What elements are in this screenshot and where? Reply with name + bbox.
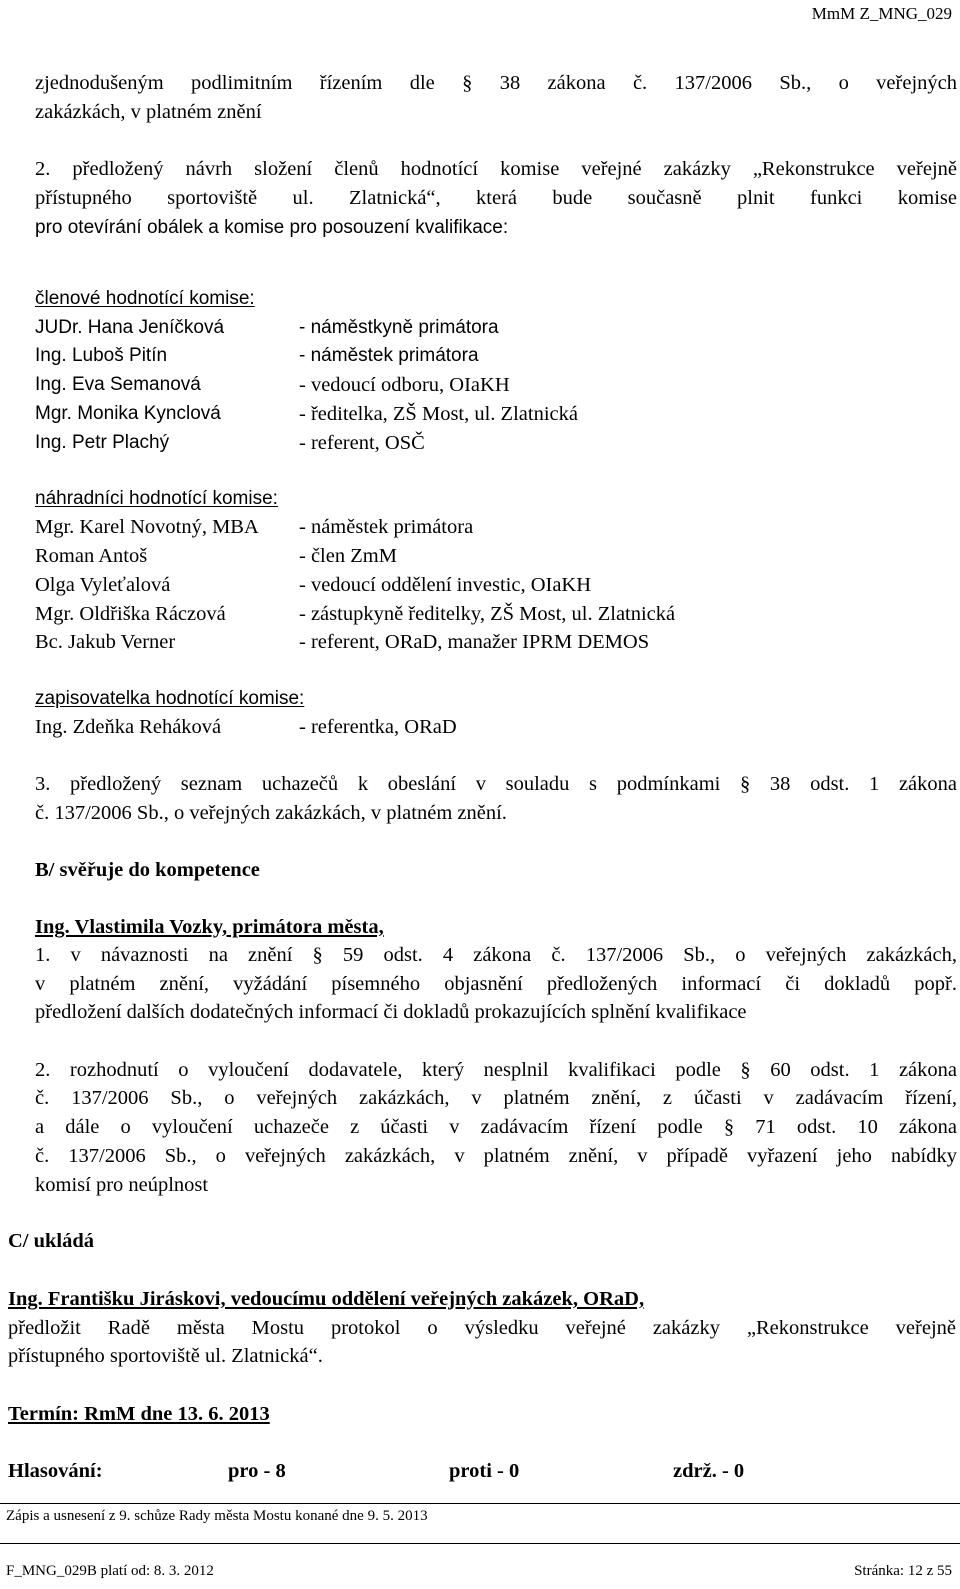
item2-line-3: pro otevírání obálek a komise pro posouzení kvalifikace: xyxy=(35,217,509,238)
substitute-role: - zástupkyně ředitelky, ZŠ Most, ul. Zlatnická xyxy=(299,603,676,625)
substitute-role: - člen ZmM xyxy=(299,545,397,567)
c-line-2: přístupného sportoviště ul. Zlatnická“. xyxy=(8,1345,323,1367)
substitutes-heading: náhradníci hodnotící komise: xyxy=(35,488,278,509)
substitute-name: Olga Vyleťalová xyxy=(35,574,171,596)
item3-line-1: 3. předložený seznam uchazečů k obeslání v souladu s podmínkami § 38 odst. 1 zákona xyxy=(35,773,957,795)
b-item1-line-3: předložení dalších dodatečných informací či dokladů prokazujících splnění kvalifikace xyxy=(35,1001,747,1023)
member-name: Ing. Luboš Pitín xyxy=(35,345,168,366)
voting-abstain: zdrž. - 0 xyxy=(673,1460,745,1482)
b-item2-line-3: a dále o vyloučení uchazeče z účasti v zadávacím řízení podle § 71 odst. 10 zákona xyxy=(35,1116,957,1138)
item3-line-2: č. 137/2006 Sb., o veřejných zakázkách, v platném znění. xyxy=(35,802,507,824)
member-role: - náměstek primátora xyxy=(299,345,479,366)
member-name: Ing. Petr Plachý xyxy=(35,432,170,453)
b-item2-line-1: 2. rozhodnutí o vyloučení dodavatele, který nesplnil kvalifikaci podle § 60 odst. 1 zákona xyxy=(35,1059,957,1081)
section-c-heading: C/ ukládá xyxy=(8,1230,95,1252)
voting-against: proti - 0 xyxy=(449,1460,520,1482)
intro-line-2: zakázkách, v platném znění xyxy=(35,101,262,123)
substitute-role: - náměstek primátora xyxy=(299,516,474,538)
member-role: - referent, OSČ xyxy=(299,432,425,454)
member-name: JUDr. Hana Jeníčková xyxy=(35,317,225,338)
b-item2-line-5: komisí pro neúplnost xyxy=(35,1174,209,1196)
section-b-heading: B/ svěřuje do kompetence xyxy=(35,859,260,881)
substitute-role: - referent, ORaD, manažer IPRM DEMOS xyxy=(299,631,650,653)
document-code: MmM Z_MNG_029 xyxy=(811,4,952,23)
b-item2-line-4: č. 137/2006 Sb., o veřejných zakázkách, v platném znění, v případě vyřazení jeho nabídky xyxy=(35,1145,957,1167)
footer-divider xyxy=(0,1503,960,1504)
member-role: - náměstkyně primátora xyxy=(299,317,499,338)
voting-for: pro - 8 xyxy=(228,1460,286,1482)
footer-minutes: Zápis a usnesení z 9. schůze Rady města Mostu konané dne 9. 5. 2013 xyxy=(6,1508,428,1524)
b-item2-line-2: č. 137/2006 Sb., o veřejných zakázkách, v platném znění, z účasti v zadávacím řízení, xyxy=(35,1087,957,1109)
member-name: Ing. Eva Semanová xyxy=(35,374,201,395)
substitute-name: Mgr. Karel Novotný, MBA xyxy=(35,516,259,538)
substitute-name: Roman Antoš xyxy=(35,545,148,567)
substitute-name: Bc. Jakub Verner xyxy=(35,631,176,653)
item2-line-2: přístupného sportoviště ul. Zlatnická“, která bude současně plnit funkci komise xyxy=(35,187,957,209)
footer-form: F_MNG_029B platí od: 8. 3. 2012 xyxy=(6,1563,214,1579)
footer-divider xyxy=(0,1543,960,1544)
recorder-heading: zapisovatelka hodnotící komise: xyxy=(35,688,305,709)
footer-page: Stránka: 12 z 55 xyxy=(854,1563,952,1579)
voting-label: Hlasování: xyxy=(8,1460,103,1482)
b-item1-line-2: v platném znění, vyžádání písemného objasnění předložených informací či dokladů popř. xyxy=(35,973,957,995)
substitute-role: - vedoucí oddělení investic, OIaKH xyxy=(299,574,592,596)
b-item1-line-1: 1. v návaznosti na znění § 59 odst. 4 zákona č. 137/2006 Sb., o veřejných zakázkách, xyxy=(35,944,957,966)
c-line-1: předložit Radě města Mostu protokol o výsledku veřejné zakázky „Rekonstrukce veřejně xyxy=(8,1317,956,1339)
substitute-name: Mgr. Oldřiška Ráczová xyxy=(35,603,226,625)
section-b-addressee: Ing. Vlastimila Vozky, primátora města, xyxy=(35,916,384,938)
section-c-addressee: Ing. Františku Jiráskovi, vedoucímu oddělení veřejných zakázek, ORaD, xyxy=(8,1288,645,1310)
recorder-name: Ing. Zdeňka Reháková xyxy=(35,716,222,738)
recorder-role: - referentka, ORaD xyxy=(299,716,457,738)
intro-line-1: zjednodušeným podlimitním řízením dle § 38 zákona č. 137/2006 Sb., o veřejných xyxy=(35,72,957,94)
member-role: - ředitelka, ZŠ Most, ul. Zlatnická xyxy=(299,403,578,425)
member-role: - vedoucí odboru, OIaKH xyxy=(299,374,510,396)
item2-line-1: 2. předložený návrh složení členů hodnotící komise veřejné zakázky „Rekonstrukce veřejně xyxy=(35,158,957,180)
members-heading: členové hodnotící komise: xyxy=(35,288,255,309)
deadline: Termín: RmM dne 13. 6. 2013 xyxy=(8,1403,270,1425)
member-name: Mgr. Monika Kynclová xyxy=(35,403,221,424)
